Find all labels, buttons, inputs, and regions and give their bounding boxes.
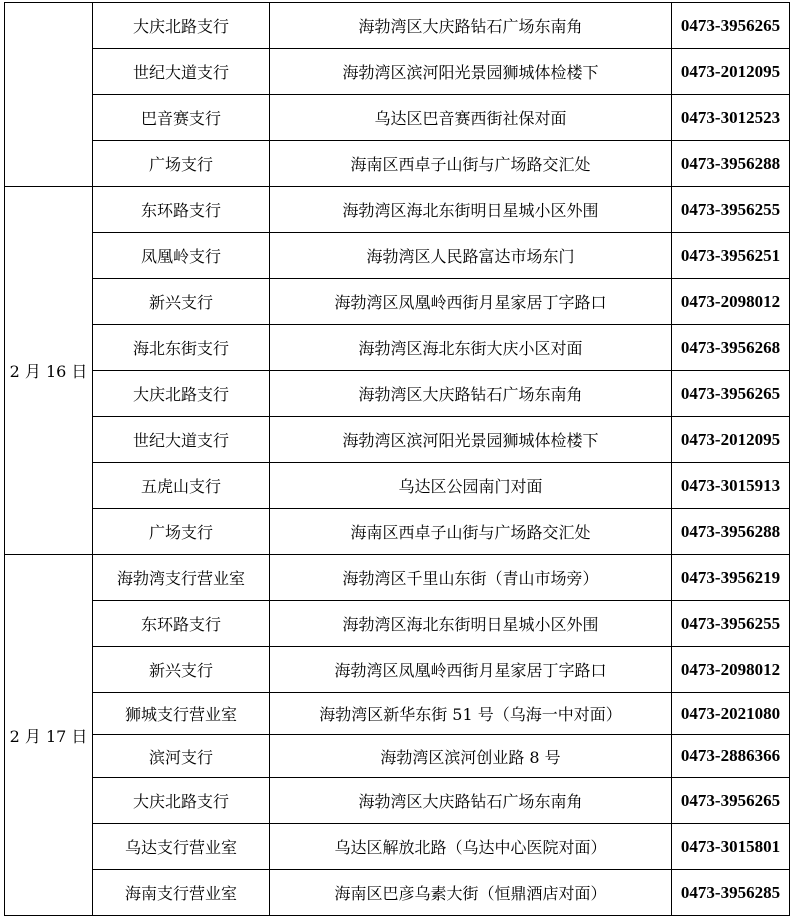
branch-address: 海南区巴彦乌素大街（恒鼎酒店对面） [270,870,672,916]
table-row [5,3,790,49]
branch-address: 海勃湾区滨河创业路 8 号 [270,735,672,778]
table-row [5,735,790,778]
branch-phone: 0473-2012095 [672,49,790,95]
table-row [5,509,790,555]
branch-phone: 0473-3956251 [672,233,790,279]
branch-name: 大庆北路支行 [93,3,270,49]
branch-address: 海勃湾区大庆路钻石广场东南角 [270,3,672,49]
branch-name: 广场支行 [93,509,270,555]
branch-phone: 0473-3015913 [672,463,790,509]
date-cell: 2 月 16 日 [5,187,93,555]
branch-phone: 0473-2012095 [672,417,790,463]
branch-name: 大庆北路支行 [93,778,270,824]
branch-name: 滨河支行 [93,735,270,778]
table-row [5,870,790,916]
branch-phone: 0473-3956265 [672,371,790,417]
branch-address: 海勃湾区大庆路钻石广场东南角 [270,778,672,824]
table-row [5,778,790,824]
branch-name: 广场支行 [93,141,270,187]
branch-address: 海勃湾区凤凰岭西街月星家居丁字路口 [270,279,672,325]
table-row [5,325,790,371]
date-cell: 2 月 17 日 [5,555,93,916]
branch-address: 海勃湾区海北东街明日星城小区外围 [270,601,672,647]
branch-schedule-table [4,2,790,916]
branch-address: 海勃湾区海北东街大庆小区对面 [270,325,672,371]
table-row [5,49,790,95]
branch-phone: 0473-2021080 [672,693,790,735]
branch-name: 东环路支行 [93,601,270,647]
branch-name: 狮城支行营业室 [93,693,270,735]
branch-address: 海勃湾区千里山东街（青山市场旁） [270,555,672,601]
branch-address: 海勃湾区海北东街明日星城小区外围 [270,187,672,233]
branch-address: 海勃湾区滨河阳光景园狮城体检楼下 [270,49,672,95]
branch-phone: 0473-3956219 [672,555,790,601]
branch-name: 新兴支行 [93,279,270,325]
branch-address: 海南区西卓子山街与广场路交汇处 [270,141,672,187]
branch-phone: 0473-3956268 [672,325,790,371]
branch-phone: 0473-3956288 [672,509,790,555]
branch-name: 巴音赛支行 [93,95,270,141]
branch-address: 乌达区巴音赛西街社保对面 [270,95,672,141]
table-row [5,601,790,647]
branch-name: 乌达支行营业室 [93,824,270,870]
table-row [5,417,790,463]
branch-phone: 0473-3956265 [672,3,790,49]
branch-name: 世纪大道支行 [93,417,270,463]
table-row [5,371,790,417]
branch-address: 海勃湾区新华东街 51 号（乌海一中对面） [270,693,672,735]
branch-address: 海勃湾区大庆路钻石广场东南角 [270,371,672,417]
branch-name: 世纪大道支行 [93,49,270,95]
branch-phone: 0473-2098012 [672,647,790,693]
table-row [5,463,790,509]
branch-address: 海勃湾区人民路富达市场东门 [270,233,672,279]
branch-name: 凤凰岭支行 [93,233,270,279]
date-cell [5,3,93,187]
branch-address: 乌达区公园南门对面 [270,463,672,509]
branch-name: 五虎山支行 [93,463,270,509]
branch-address: 海勃湾区滨河阳光景园狮城体检楼下 [270,417,672,463]
branch-name: 新兴支行 [93,647,270,693]
branch-name: 海南支行营业室 [93,870,270,916]
branch-name: 海北东街支行 [93,325,270,371]
table-row [5,95,790,141]
table-row [5,693,790,735]
table-row [5,647,790,693]
table-row [5,141,790,187]
table-row [5,555,790,601]
branch-phone: 0473-3015801 [672,824,790,870]
branch-address: 乌达区解放北路（乌达中心医院对面） [270,824,672,870]
branch-phone: 0473-3956255 [672,187,790,233]
table-row [5,187,790,233]
branch-phone: 0473-3956288 [672,141,790,187]
branch-phone: 0473-3956265 [672,778,790,824]
branch-address: 海勃湾区凤凰岭西街月星家居丁字路口 [270,647,672,693]
table-row [5,279,790,325]
branch-phone: 0473-3012523 [672,95,790,141]
table-row [5,824,790,870]
branch-name: 海勃湾支行营业室 [93,555,270,601]
branch-phone: 0473-2886366 [672,735,790,778]
branch-name: 东环路支行 [93,187,270,233]
branch-phone: 0473-3956285 [672,870,790,916]
branch-phone: 0473-3956255 [672,601,790,647]
table-row [5,233,790,279]
branch-name: 大庆北路支行 [93,371,270,417]
branch-phone: 0473-2098012 [672,279,790,325]
branch-address: 海南区西卓子山街与广场路交汇处 [270,509,672,555]
